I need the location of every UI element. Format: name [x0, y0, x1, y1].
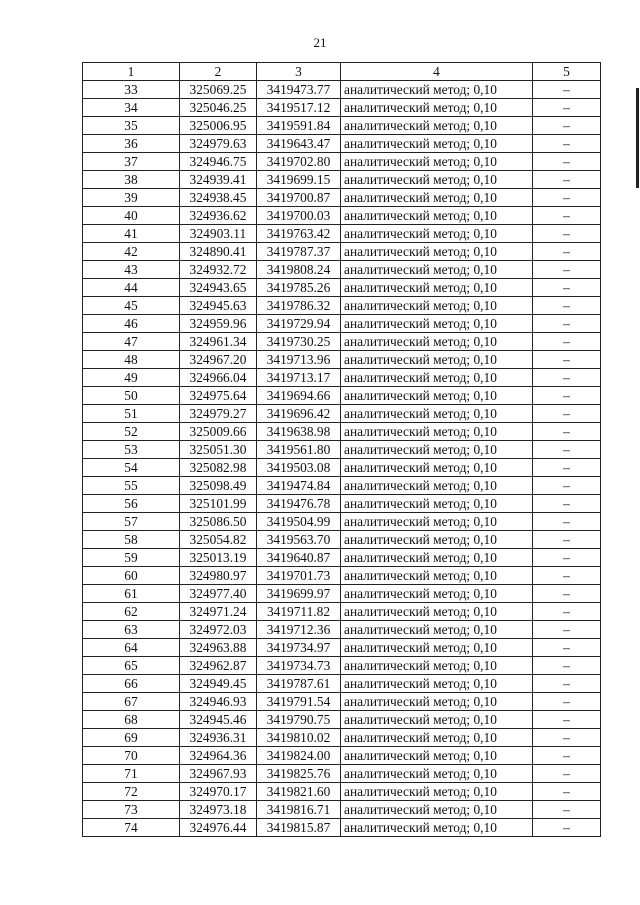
method-accuracy-cell: аналитический метод; 0,10: [341, 81, 533, 99]
description-cell: –: [533, 801, 601, 819]
coordinate-y-cell: 3419730.25: [257, 333, 341, 351]
point-number-cell: 55: [83, 477, 180, 495]
table-row: [83, 693, 601, 711]
description-cell: –: [533, 513, 601, 531]
point-number-cell: 40: [83, 207, 180, 225]
coordinate-y-cell: 3419504.99: [257, 513, 341, 531]
coordinate-x-cell: 324963.88: [180, 639, 257, 657]
description-cell: –: [533, 675, 601, 693]
column-header-4: 4: [341, 63, 533, 81]
description-cell: –: [533, 819, 601, 837]
description-cell: –: [533, 711, 601, 729]
table-row: [83, 387, 601, 405]
description-cell: –: [533, 225, 601, 243]
table-header-row: [83, 63, 601, 81]
description-cell: –: [533, 531, 601, 549]
point-number-cell: 53: [83, 441, 180, 459]
point-number-cell: 44: [83, 279, 180, 297]
coordinate-y-cell: 3419810.02: [257, 729, 341, 747]
table-body: [83, 81, 601, 837]
coordinate-y-cell: 3419734.73: [257, 657, 341, 675]
table-row: [83, 531, 601, 549]
coordinate-y-cell: 3419700.03: [257, 207, 341, 225]
coordinate-x-cell: 325098.49: [180, 477, 257, 495]
method-accuracy-cell: аналитический метод; 0,10: [341, 117, 533, 135]
table-row: [83, 297, 601, 315]
coordinate-y-cell: 3419824.00: [257, 747, 341, 765]
method-accuracy-cell: аналитический метод; 0,10: [341, 513, 533, 531]
point-number-cell: 68: [83, 711, 180, 729]
point-number-cell: 64: [83, 639, 180, 657]
method-accuracy-cell: аналитический метод; 0,10: [341, 819, 533, 837]
method-accuracy-cell: аналитический метод; 0,10: [341, 711, 533, 729]
method-accuracy-cell: аналитический метод; 0,10: [341, 315, 533, 333]
coordinate-x-cell: 325086.50: [180, 513, 257, 531]
column-header-5: 5: [533, 63, 601, 81]
method-accuracy-cell: аналитический метод; 0,10: [341, 333, 533, 351]
table-row: [83, 801, 601, 819]
column-header-2: 2: [180, 63, 257, 81]
coordinate-x-cell: 324971.24: [180, 603, 257, 621]
coordinate-y-cell: 3419713.17: [257, 369, 341, 387]
description-cell: –: [533, 369, 601, 387]
table-row: [83, 819, 601, 837]
coordinate-y-cell: 3419787.61: [257, 675, 341, 693]
point-number-cell: 62: [83, 603, 180, 621]
method-accuracy-cell: аналитический метод; 0,10: [341, 585, 533, 603]
coordinate-x-cell: 324962.87: [180, 657, 257, 675]
method-accuracy-cell: аналитический метод; 0,10: [341, 405, 533, 423]
coordinate-x-cell: 324943.65: [180, 279, 257, 297]
method-accuracy-cell: аналитический метод; 0,10: [341, 603, 533, 621]
coordinate-y-cell: 3419638.98: [257, 423, 341, 441]
method-accuracy-cell: аналитический метод; 0,10: [341, 225, 533, 243]
table-row: [83, 225, 601, 243]
method-accuracy-cell: аналитический метод; 0,10: [341, 153, 533, 171]
point-number-cell: 34: [83, 99, 180, 117]
point-number-cell: 66: [83, 675, 180, 693]
point-number-cell: 49: [83, 369, 180, 387]
coordinate-x-cell: 324977.40: [180, 585, 257, 603]
method-accuracy-cell: аналитический метод; 0,10: [341, 351, 533, 369]
coordinate-y-cell: 3419790.75: [257, 711, 341, 729]
method-accuracy-cell: аналитический метод; 0,10: [341, 423, 533, 441]
coordinate-y-cell: 3419699.15: [257, 171, 341, 189]
coordinate-y-cell: 3419816.71: [257, 801, 341, 819]
method-accuracy-cell: аналитический метод; 0,10: [341, 693, 533, 711]
description-cell: –: [533, 243, 601, 261]
table-row: [83, 621, 601, 639]
table-row: [83, 315, 601, 333]
description-cell: –: [533, 81, 601, 99]
coordinate-y-cell: 3419785.26: [257, 279, 341, 297]
coordinate-y-cell: 3419815.87: [257, 819, 341, 837]
table-row: [83, 477, 601, 495]
table-row: [83, 81, 601, 99]
description-cell: –: [533, 189, 601, 207]
point-number-cell: 33: [83, 81, 180, 99]
table-row: [83, 729, 601, 747]
coordinate-y-cell: 3419700.87: [257, 189, 341, 207]
method-accuracy-cell: аналитический метод; 0,10: [341, 279, 533, 297]
table-row: [83, 189, 601, 207]
table-row: [83, 135, 601, 153]
coordinate-y-cell: 3419825.76: [257, 765, 341, 783]
point-number-cell: 52: [83, 423, 180, 441]
coordinate-x-cell: 324932.72: [180, 261, 257, 279]
description-cell: –: [533, 603, 601, 621]
coordinate-y-cell: 3419701.73: [257, 567, 341, 585]
description-cell: –: [533, 729, 601, 747]
point-number-cell: 61: [83, 585, 180, 603]
point-number-cell: 70: [83, 747, 180, 765]
point-number-cell: 65: [83, 657, 180, 675]
method-accuracy-cell: аналитический метод; 0,10: [341, 261, 533, 279]
coordinate-y-cell: 3419517.12: [257, 99, 341, 117]
description-cell: –: [533, 621, 601, 639]
coordinate-x-cell: 324903.11: [180, 225, 257, 243]
coordinate-x-cell: 325006.95: [180, 117, 257, 135]
method-accuracy-cell: аналитический метод; 0,10: [341, 549, 533, 567]
coordinate-y-cell: 3419702.80: [257, 153, 341, 171]
table-row: [83, 783, 601, 801]
method-accuracy-cell: аналитический метод; 0,10: [341, 729, 533, 747]
table-row: [83, 279, 601, 297]
point-number-cell: 72: [83, 783, 180, 801]
coordinate-y-cell: 3419699.97: [257, 585, 341, 603]
description-cell: –: [533, 99, 601, 117]
method-accuracy-cell: аналитический метод; 0,10: [341, 531, 533, 549]
method-accuracy-cell: аналитический метод; 0,10: [341, 621, 533, 639]
coordinate-x-cell: 324970.17: [180, 783, 257, 801]
point-number-cell: 51: [83, 405, 180, 423]
method-accuracy-cell: аналитический метод; 0,10: [341, 675, 533, 693]
coordinate-x-cell: 324936.62: [180, 207, 257, 225]
table-row: [83, 441, 601, 459]
description-cell: –: [533, 477, 601, 495]
description-cell: –: [533, 693, 601, 711]
coordinate-y-cell: 3419808.24: [257, 261, 341, 279]
coordinate-y-cell: 3419474.84: [257, 477, 341, 495]
coordinate-y-cell: 3419476.78: [257, 495, 341, 513]
coordinate-x-cell: 324945.63: [180, 297, 257, 315]
point-number-cell: 54: [83, 459, 180, 477]
description-cell: –: [533, 495, 601, 513]
description-cell: –: [533, 171, 601, 189]
coordinate-y-cell: 3419561.80: [257, 441, 341, 459]
point-number-cell: 63: [83, 621, 180, 639]
method-accuracy-cell: аналитический метод; 0,10: [341, 207, 533, 225]
coordinate-x-cell: 324967.93: [180, 765, 257, 783]
method-accuracy-cell: аналитический метод; 0,10: [341, 369, 533, 387]
description-cell: –: [533, 423, 601, 441]
description-cell: –: [533, 261, 601, 279]
coordinate-y-cell: 3419643.47: [257, 135, 341, 153]
coordinate-x-cell: 324946.75: [180, 153, 257, 171]
point-number-cell: 74: [83, 819, 180, 837]
table-row: [83, 351, 601, 369]
description-cell: –: [533, 297, 601, 315]
coordinate-y-cell: 3419694.66: [257, 387, 341, 405]
table-row: [83, 513, 601, 531]
method-accuracy-cell: аналитический метод; 0,10: [341, 495, 533, 513]
coordinate-x-cell: 324975.64: [180, 387, 257, 405]
method-accuracy-cell: аналитический метод; 0,10: [341, 639, 533, 657]
point-number-cell: 50: [83, 387, 180, 405]
point-number-cell: 73: [83, 801, 180, 819]
coordinate-y-cell: 3419473.77: [257, 81, 341, 99]
point-number-cell: 37: [83, 153, 180, 171]
description-cell: –: [533, 585, 601, 603]
coordinate-x-cell: 324961.34: [180, 333, 257, 351]
point-number-cell: 43: [83, 261, 180, 279]
description-cell: –: [533, 333, 601, 351]
table-row: [83, 549, 601, 567]
table-row: [83, 171, 601, 189]
description-cell: –: [533, 765, 601, 783]
method-accuracy-cell: аналитический метод; 0,10: [341, 441, 533, 459]
description-cell: –: [533, 405, 601, 423]
coordinate-x-cell: 324936.31: [180, 729, 257, 747]
coordinate-y-cell: 3419591.84: [257, 117, 341, 135]
coordinate-x-cell: 325046.25: [180, 99, 257, 117]
point-number-cell: 47: [83, 333, 180, 351]
method-accuracy-cell: аналитический метод; 0,10: [341, 747, 533, 765]
point-number-cell: 69: [83, 729, 180, 747]
column-header-1: 1: [83, 63, 180, 81]
description-cell: –: [533, 657, 601, 675]
coordinate-x-cell: 324973.18: [180, 801, 257, 819]
column-header-3: 3: [257, 63, 341, 81]
point-number-cell: 71: [83, 765, 180, 783]
table-row: [83, 333, 601, 351]
point-number-cell: 67: [83, 693, 180, 711]
point-number-cell: 46: [83, 315, 180, 333]
coordinate-x-cell: 325013.19: [180, 549, 257, 567]
description-cell: –: [533, 135, 601, 153]
coordinate-x-cell: 325009.66: [180, 423, 257, 441]
table-row: [83, 765, 601, 783]
coordinate-y-cell: 3419734.97: [257, 639, 341, 657]
method-accuracy-cell: аналитический метод; 0,10: [341, 387, 533, 405]
coordinate-x-cell: 324946.93: [180, 693, 257, 711]
table-row: [83, 585, 601, 603]
point-number-cell: 41: [83, 225, 180, 243]
method-accuracy-cell: аналитический метод; 0,10: [341, 135, 533, 153]
coordinate-y-cell: 3419787.37: [257, 243, 341, 261]
point-number-cell: 58: [83, 531, 180, 549]
description-cell: –: [533, 315, 601, 333]
coordinate-x-cell: 325051.30: [180, 441, 257, 459]
method-accuracy-cell: аналитический метод; 0,10: [341, 567, 533, 585]
table-row: [83, 657, 601, 675]
page-number: 21: [313, 35, 327, 50]
method-accuracy-cell: аналитический метод; 0,10: [341, 765, 533, 783]
method-accuracy-cell: аналитический метод; 0,10: [341, 171, 533, 189]
coordinate-x-cell: 324980.97: [180, 567, 257, 585]
coordinate-y-cell: 3419640.87: [257, 549, 341, 567]
point-number-cell: 59: [83, 549, 180, 567]
table-row: [83, 117, 601, 135]
coordinate-y-cell: 3419791.54: [257, 693, 341, 711]
description-cell: –: [533, 279, 601, 297]
coordinate-y-cell: 3419821.60: [257, 783, 341, 801]
point-number-cell: 56: [83, 495, 180, 513]
method-accuracy-cell: аналитический метод; 0,10: [341, 477, 533, 495]
coordinate-x-cell: 324979.63: [180, 135, 257, 153]
point-number-cell: 57: [83, 513, 180, 531]
coordinate-x-cell: 324967.20: [180, 351, 257, 369]
table-row: [83, 243, 601, 261]
table-row: [83, 567, 601, 585]
point-number-cell: 48: [83, 351, 180, 369]
method-accuracy-cell: аналитический метод; 0,10: [341, 783, 533, 801]
point-number-cell: 45: [83, 297, 180, 315]
description-cell: –: [533, 783, 601, 801]
description-cell: –: [533, 441, 601, 459]
method-accuracy-cell: аналитический метод; 0,10: [341, 243, 533, 261]
table-row: [83, 675, 601, 693]
table-row: [83, 369, 601, 387]
table-row: [83, 747, 601, 765]
description-cell: –: [533, 351, 601, 369]
table-row: [83, 639, 601, 657]
table-row: [83, 261, 601, 279]
table-row: [83, 207, 601, 225]
table-row: [83, 459, 601, 477]
point-number-cell: 38: [83, 171, 180, 189]
coordinate-y-cell: 3419763.42: [257, 225, 341, 243]
coordinate-x-cell: 324966.04: [180, 369, 257, 387]
coordinate-x-cell: 324959.96: [180, 315, 257, 333]
point-number-cell: 60: [83, 567, 180, 585]
coordinate-y-cell: 3419711.82: [257, 603, 341, 621]
point-number-cell: 35: [83, 117, 180, 135]
coordinate-x-cell: 325054.82: [180, 531, 257, 549]
coordinates-table: [82, 62, 601, 837]
description-cell: –: [533, 747, 601, 765]
margin-mark: [636, 88, 639, 188]
point-number-cell: 36: [83, 135, 180, 153]
method-accuracy-cell: аналитический метод; 0,10: [341, 801, 533, 819]
table-row: [83, 711, 601, 729]
coordinate-x-cell: 325069.25: [180, 81, 257, 99]
coordinate-y-cell: 3419696.42: [257, 405, 341, 423]
method-accuracy-cell: аналитический метод; 0,10: [341, 189, 533, 207]
table-row: [83, 99, 601, 117]
point-number-cell: 42: [83, 243, 180, 261]
table-row: [83, 603, 601, 621]
description-cell: –: [533, 549, 601, 567]
coordinate-y-cell: 3419786.32: [257, 297, 341, 315]
coordinate-y-cell: 3419729.94: [257, 315, 341, 333]
description-cell: –: [533, 567, 601, 585]
coordinate-x-cell: 324945.46: [180, 711, 257, 729]
coordinate-x-cell: 324938.45: [180, 189, 257, 207]
coordinate-x-cell: 324964.36: [180, 747, 257, 765]
coordinate-x-cell: 324939.41: [180, 171, 257, 189]
coordinate-x-cell: 324890.41: [180, 243, 257, 261]
table-row: [83, 495, 601, 513]
table-row: [83, 405, 601, 423]
table-row: [83, 153, 601, 171]
description-cell: –: [533, 459, 601, 477]
coordinate-y-cell: 3419712.36: [257, 621, 341, 639]
point-number-cell: 39: [83, 189, 180, 207]
method-accuracy-cell: аналитический метод; 0,10: [341, 99, 533, 117]
method-accuracy-cell: аналитический метод; 0,10: [341, 459, 533, 477]
coordinate-x-cell: 325101.99: [180, 495, 257, 513]
coordinate-x-cell: 324972.03: [180, 621, 257, 639]
description-cell: –: [533, 387, 601, 405]
description-cell: –: [533, 153, 601, 171]
coordinate-y-cell: 3419713.96: [257, 351, 341, 369]
description-cell: –: [533, 207, 601, 225]
description-cell: –: [533, 639, 601, 657]
table-row: [83, 423, 601, 441]
method-accuracy-cell: аналитический метод; 0,10: [341, 657, 533, 675]
coordinate-x-cell: 325082.98: [180, 459, 257, 477]
coordinate-x-cell: 324949.45: [180, 675, 257, 693]
method-accuracy-cell: аналитический метод; 0,10: [341, 297, 533, 315]
description-cell: –: [533, 117, 601, 135]
coordinate-x-cell: 324976.44: [180, 819, 257, 837]
coordinate-x-cell: 324979.27: [180, 405, 257, 423]
coordinate-y-cell: 3419503.08: [257, 459, 341, 477]
coordinate-y-cell: 3419563.70: [257, 531, 341, 549]
